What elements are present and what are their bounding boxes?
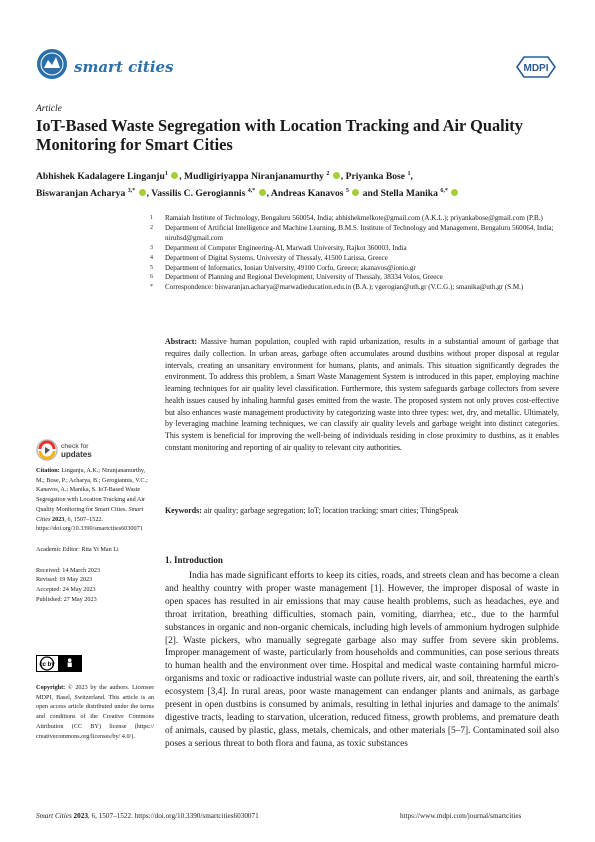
revised-date: Revised: 19 May 2023 [36,576,93,584]
affiliation-text: Ramaiah Institute of Technology, Bengaluru 560054, India; abhishekmelkote@gmail.com (A.K.L.); priyankabose@gmail.com (P.B.) [165,214,543,222]
affiliation-item [150,214,562,224]
author-list [36,167,566,201]
affiliation-item [150,254,562,264]
author-separator: , [179,171,185,183]
footer-citation [36,812,259,820]
section-heading: 1. Introduction [165,555,223,565]
abstract [165,336,559,454]
orcid-icon[interactable] [259,189,266,196]
author-affil-sup: 5 [345,188,349,195]
citation-journal: Smart Cities [36,505,144,523]
journal-logo-icon [36,48,68,80]
author-affil-sup: 3,* [127,188,136,195]
intro-text: India has made significant efforts to keep its cities, roads, and streets clean and has become a clean and healthy country with proper waste management [1]. However, the improper disposal of waste in open spaces has resulted in air emissions that may cause health problems, such as headaches, eye and throat irritation, breathing difficulties, stomach pain, vomiting, diarrhea, etc., due to the harmful substances in organic and non-organic chemicals, including high levels of ammonium hydrogen sulphide [2]. Waste pickers, who manually segregate garbage also may suffer from severe skin problems. Improper management of waste, particularly from households and communities, can pose serious threats to human health and the environment over time. Hospital and medical waste containing harmful micro-organisms and toxic or radioactive industrial waste can pollute rivers, air, and soil, threatening the earth's ecosystem [3,4]. In rural areas, poor waste management can endanger plants and animals, as garbage present in open dustbins is consumed by animals, resulting in lethal injuries and damage to the animals' digestive tracts, leading to starvation, ulceration, reduced fitness, growth problems, and premature death of animals, caused by plastic, glass, metals, chemicals, and other materials [5–7]. Contaminated soil also poses a serious threat to both flora and fauna, as toxic substances [165,571,559,749]
correspondence-item [150,283,562,293]
citation-year: 2023 [52,515,65,523]
keywords-text: air quality; garbage segregation; IoT; location tracking; smart cities; ThingSpeak [203,506,459,515]
affiliations [150,214,562,293]
author-name: Vassilis C. Gerogiannis [151,188,246,200]
affiliation-item [150,273,562,283]
affiliation-item [150,224,562,244]
orcid-icon[interactable] [451,189,458,196]
journal-name: smart cities [74,58,174,76]
author-separator: , [340,171,346,183]
footer-journal-url[interactable]: https://www.mdpi.com/journal/smartcities [400,812,522,820]
paper-title: IoT-Based Waste Segregation with Location Tracking and Air Quality Monitoring for Smart Cities [36,116,523,154]
received-date: Received: 14 March 2023 [36,566,101,574]
affiliation-number: 6 [150,274,153,281]
affiliation-number: 5 [150,264,153,271]
author-name: Biswaranjan Acharya [36,188,126,200]
article-type: Article [36,104,62,114]
affiliation-number: 1 [150,215,153,221]
author-affil-sup: 4,* [247,188,256,195]
affiliation-number: 2 [150,224,153,231]
correspondence-text: Correspondence: biswaranjan.acharya@marwadieducation.edu.in (B.A.); vgerogian@uth.gr (V.C.G.); smanika@uth.gr (S.M.) [165,283,524,292]
check-for-updates-icon[interactable] [36,439,58,461]
author-name: Abhishek Kadalagere Linganju [36,171,165,183]
keywords-label: Keywords: [165,506,202,515]
citation-text: Linganju, A.K.; Niranjanamurthy, M.; Bose, P.; Acharya, B.; Gerogiannis, V.C.; Kanavos, A.; Manika, S. IoT-Based Waste Segregation with Location Tracking and Air Quality Monitoring for Smart Cities. [36,467,148,513]
affiliation-text: Department of Planning and Regional Development, University of Thessaly, 38334 Volos, Greece [165,273,443,282]
affiliation-item [150,244,562,254]
author-name: Mudligiriyappa Niranjanamurthy [184,171,324,183]
intro-paragraph [165,570,559,751]
academic-editor: Academic Editor: Rita Yi Man Li [36,545,119,553]
copyright-notice [36,683,154,741]
citation-label: Citation: [36,467,60,474]
abstract-text: Massive human population, coupled with rapid urbanization, results in a substantial amount of garbage that requires daily collection. In urban areas, garbage often accumulates around dustbins without proper disposal at regular intervals, creating an unsanitary environment for humans, plants, and animals. This situation significantly degrades the environment. To address this problem, a Smart Waste Management System is introduced in this paper, employing machine learning techniques for air quality level classification. Furthermore, this system safeguards garbage collectors from severe health issues caused by inhaling harmful gases emitted from the waste. The proposed system not only proves cost-effective but also enhances waste management productivity by categorizing waste into three types: wet, dry, and metallic. Ultimately, by leveraging machine learning techniques, we can classify air quality levels and garbage weight into distinct categories. This system is beneficial for improving the well-being of individuals residing in close proximity to dustbins, as it enables constant monitoring and reporting of air quality to relevant city authorities. [165,337,559,452]
affiliation-number: 4 [150,254,153,261]
author-separator: , [266,188,271,200]
affiliation-number: 3 [150,244,153,251]
affiliation-text: Department of Digital Systems, University of Thessaly, 41500 Larissa, Greece [165,253,388,262]
orcid-icon[interactable] [333,172,340,179]
citation-sidebar [36,466,154,604]
footer-journal: Smart Cities [36,812,72,820]
cc-by-license-icon[interactable] [36,655,82,672]
author-affil-sup: 2 [326,171,330,177]
footer-doi[interactable]: , 6, 1507–1522. https://doi.org/10.3390/smartcities6030071 [87,812,259,820]
author-name: Stella Manika [380,188,438,200]
check-for-updates-label[interactable] [61,443,92,458]
author-affil-sup: 6,* [440,188,448,195]
mdpi-logo-icon [516,56,556,78]
published-date: Published: 27 May 2023 [36,595,97,603]
affiliation-text: Department of Artificial Intelligence and Machine Learning, B.M.S. Institute of Technology and Management, Bengaluru 560064, India; niruhsd@gmail.com [165,223,554,242]
citation-doi[interactable]: , 6, 1507–1522. https://doi.org/10.3390/smartcities6030071 [36,515,143,533]
cc-badge-text: cc by [39,662,55,668]
affiliation-item [150,264,562,274]
author-separator: , [146,188,152,200]
author-separator: and [360,188,381,200]
affiliation-number: * [150,284,153,291]
affiliation-text: Department of Informatics, Ionian University, 49100 Corfu, Greece; akanavos@ionio.gr [165,263,416,272]
author-name: Priyanka Bose [345,171,406,183]
copyright-text: © 2023 by the authors. Licensee MDPI, Basel, Switzerland. This article is an open access article distributed under the terms and conditions of the Creative Commons Attribution (CC BY) license (https:// creativecommons.org/licenses/by/ 4.0/). [36,684,154,740]
orcid-icon[interactable] [139,189,146,196]
check-line-2: updates [61,449,92,459]
author-separator: , [410,171,413,183]
publisher-name: MDPI [523,63,549,74]
accepted-date: Accepted: 24 May 2023 [36,586,96,594]
citation [36,466,154,534]
footer-year: 2023 [73,812,88,820]
orcid-icon[interactable] [171,172,178,179]
abstract-label: Abstract: [165,337,197,346]
orcid-icon[interactable] [352,189,359,196]
check-line-1: check for [61,443,89,450]
author-affil-sup: 1 [164,171,168,177]
copyright-label: Copyright: [36,684,66,691]
keywords [165,505,559,516]
affiliation-text: Department of Computer Engineering-AI, Marwadi University, Rajkot 360003, India [165,243,407,252]
author-name: Andreas Kanavos [270,188,344,200]
author-affil-sup: 1 [407,171,411,177]
